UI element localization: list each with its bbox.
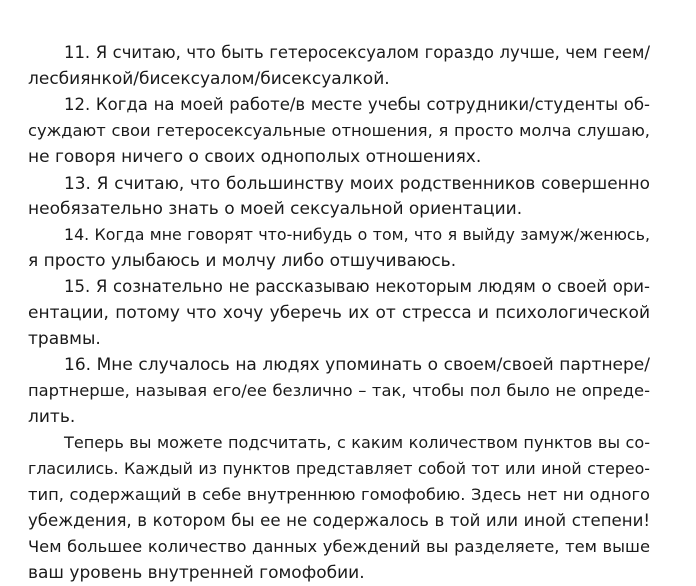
text-line: 15. Я сознательно не рассказываю некоторым людям о своей ори-	[64, 277, 650, 296]
text-line: суждают свои гетеросексуальные отношения, я просто молча слушаю,	[28, 121, 650, 140]
paragraph-item-14	[28, 222, 650, 274]
text-line: тип, содержащий в себе внутреннюю гомофобию. Здесь нет ни одного	[28, 485, 650, 504]
document-page	[28, 40, 650, 586]
text-line: партнерше, называя его/ее безлично – так, чтобы пол было не опреде-	[28, 381, 650, 400]
text-line: 16. Мне случалось на людях упоминать о своем/своей партнере/	[64, 355, 650, 375]
text-line: я просто улыбаюсь и молчу либо отшучиваюсь.	[28, 251, 457, 271]
text-line: убеждения, в котором бы ее не содержалось в той или иной степени!	[28, 511, 650, 530]
text-line: 14. Когда мне говорят что-нибудь о том, что я выйду замуж/женюсь,	[64, 225, 650, 244]
paragraph-item-15	[28, 274, 650, 352]
text-line: травмы.	[28, 329, 101, 349]
text-line: ваш уровень внутренней гомофобии.	[28, 563, 365, 583]
text-line: не говоря ничего о своих однополых отношениях.	[28, 147, 482, 167]
text-line: лить.	[28, 407, 76, 427]
paragraph-item-12	[28, 92, 650, 170]
text-line: необязательно знать о моей сексуальной ориентации.	[28, 199, 523, 219]
paragraph-item-16	[28, 352, 650, 430]
text-line: ентации, потому что хочу уберечь их от стресса и психологической	[28, 303, 650, 323]
text-line: Теперь вы можете подсчитать, с каким количеством пунктов вы со-	[64, 433, 650, 452]
paragraph-item-13	[28, 170, 650, 222]
text-line: 12. Когда на моей работе/в месте учебы сотрудники/студенты об-	[64, 95, 650, 114]
text-line: 11. Я считаю, что быть гетеросексуалом гораздо лучше, чем геем/	[64, 43, 650, 62]
text-line: 13. Я считаю, что большинству моих родственников совершенно	[64, 173, 650, 193]
text-line: Чем большее количество данных убеждений вы разделяете, тем выше	[28, 537, 650, 556]
paragraph-item-11	[28, 40, 650, 92]
text-line: гласились. Каждый из пунктов представляет собой тот или иной стерео-	[28, 459, 650, 478]
text-line: лесбиянкой/бисексуалом/бисексуалкой.	[28, 69, 390, 89]
paragraph-conclusion	[28, 430, 650, 586]
